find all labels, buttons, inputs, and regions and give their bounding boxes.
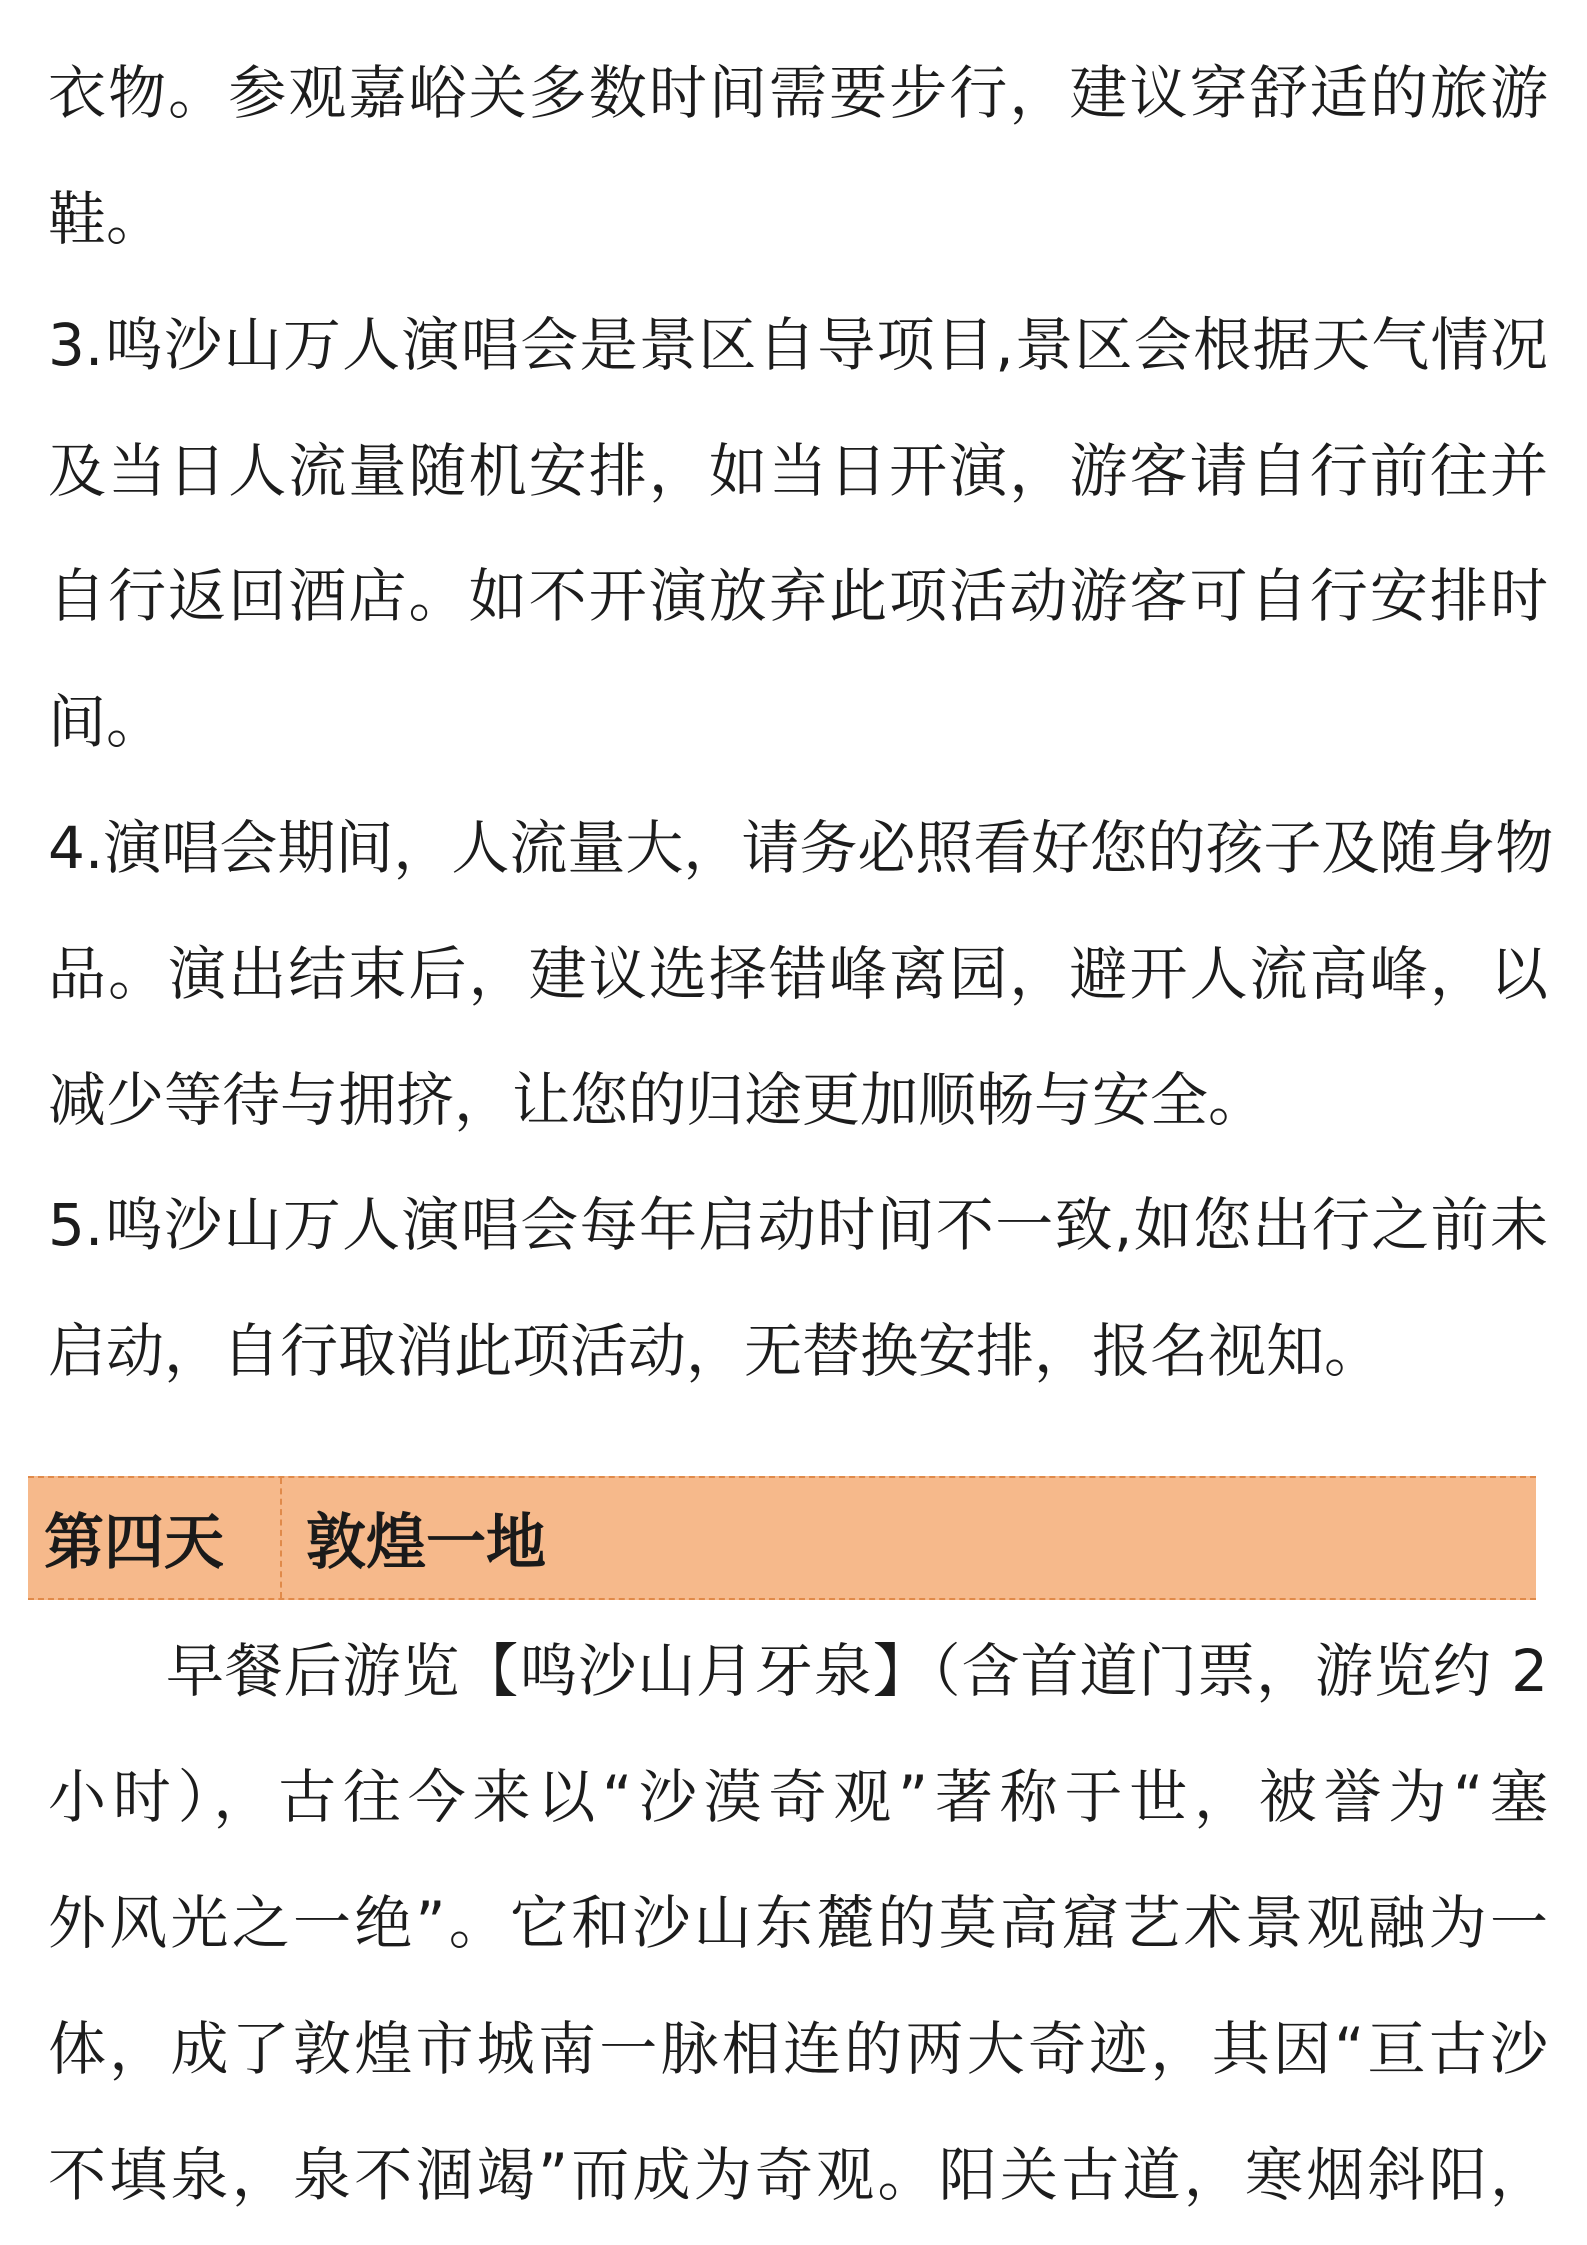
notes-line: 间。 [48, 688, 165, 756]
itinerary-line: 不填泉，泉不涸竭”而成为奇观。阳关古道，寒烟斜阳， [48, 2141, 1548, 2209]
itinerary-line: 早餐后游览【鸣沙山月牙泉】（含首道门票，游览约 2 [48, 1637, 1548, 1705]
notes-line: 衣物。参观嘉峪关多数时间需要步行，建议穿舒适的旅游 [48, 59, 1548, 127]
notes-line: 品。演出结束后，建议选择错峰离园，避开人流高峰，以 [48, 940, 1548, 1008]
notes-line: 减少等待与拥挤，让您的归途更加顺畅与安全。 [48, 1066, 1267, 1134]
notes-line: 自行返回酒店。如不开演放弃此项活动游客可自行安排时 [48, 562, 1548, 630]
day-title: 敦煌一地 [306, 1508, 546, 1578]
notes-line: 3.鸣沙山万人演唱会是景区自导项目,景区会根据天气情况 [48, 311, 1548, 379]
itinerary-line: 外风光之一绝”。它和沙山东麓的莫高窟艺术景观融为一 [48, 1889, 1548, 1957]
itinerary-line: 小时），古往今来以“沙漠奇观”著称于世，被誉为“塞 [48, 1763, 1548, 1831]
day-header [28, 1476, 1536, 1600]
notes-line: 及当日人流量随机安排，如当日开演，游客请自行前往并 [48, 437, 1548, 505]
day-number: 第四天 [28, 1478, 282, 1598]
notes-line: 启动，自行取消此项活动，无替换安排，报名视知。 [48, 1317, 1383, 1385]
notes-line: 鞋。 [48, 185, 165, 253]
notes-line: 4.演唱会期间，人流量大，请务必照看好您的孩子及随身物 [48, 814, 1554, 882]
itinerary-line: 体，成了敦煌市城南一脉相连的两大奇迹，其因“亘古沙 [48, 2015, 1548, 2083]
notes-line: 5.鸣沙山万人演唱会每年启动时间不一致,如您出行之前未 [48, 1191, 1548, 1259]
